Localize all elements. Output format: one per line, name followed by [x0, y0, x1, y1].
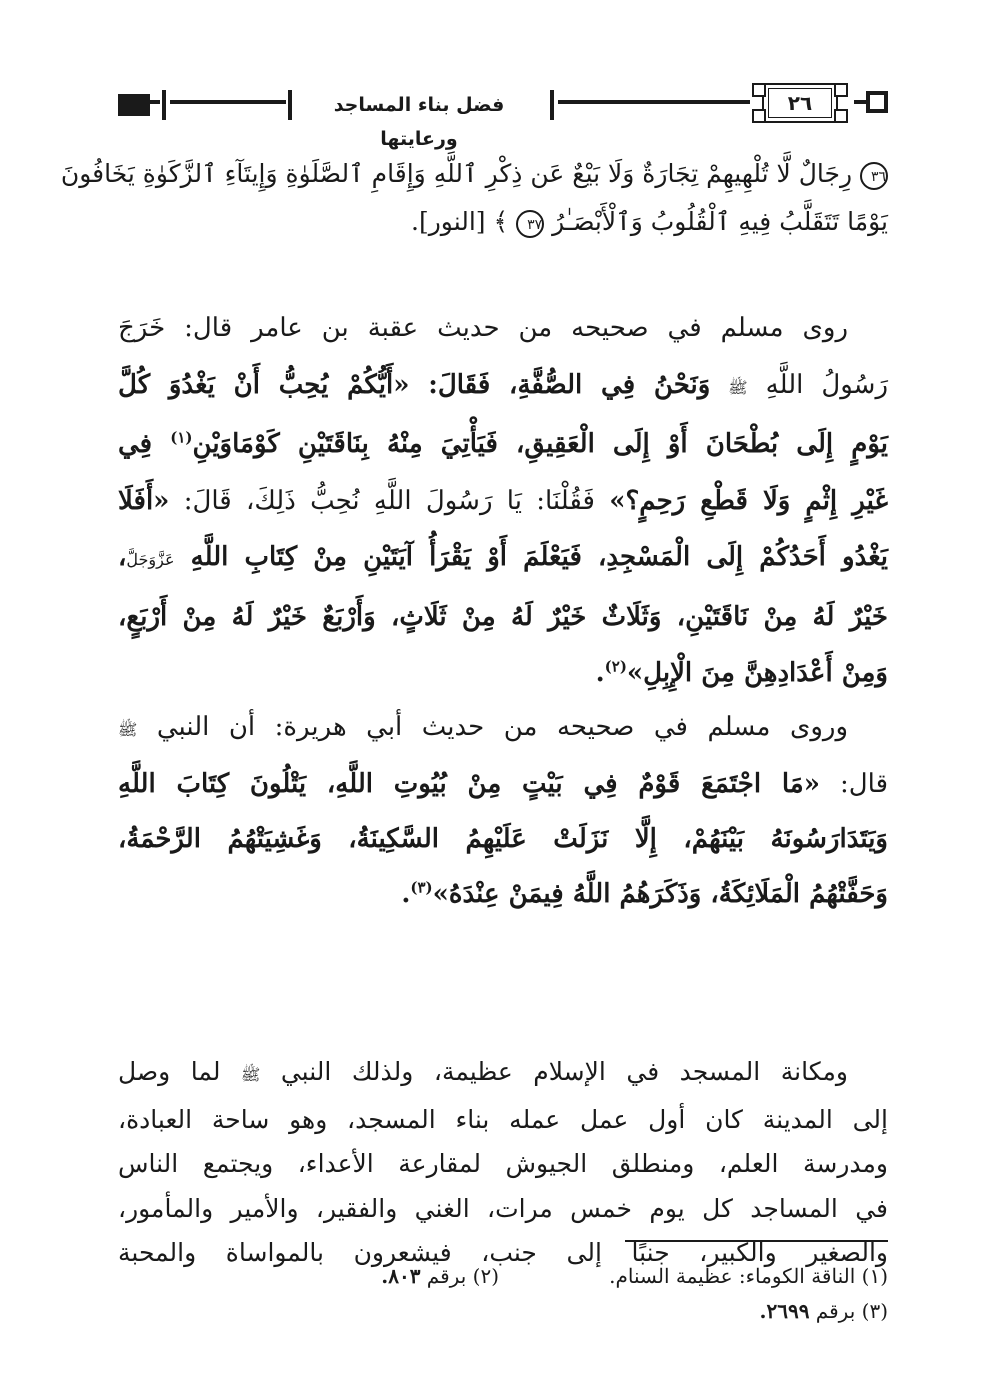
running-title: فضل بناء المساجد ورعايتها [294, 88, 544, 122]
hadith-paragraph-2 [118, 700, 888, 922]
paragraph-line: وَيَتَدَارَسُونَهُ بَيْنَهُمْ، إِلَّا نَزَلَتْ عَلَيْهِمُ السَّكِينَةُ، وَغَشِيَتْهُمُ الرَّحْمَةُ، [118, 824, 888, 854]
header-rule [170, 100, 286, 104]
ayah-number-marker: ٣٦ [860, 162, 888, 190]
header-divider [162, 90, 166, 120]
header-divider [550, 90, 554, 120]
honorific-glyph: عَزَّوَجَلَّ [126, 550, 175, 569]
ayah-number-marker: ٣٧ [516, 210, 544, 238]
paragraph-line: خَيْرٌ لَهُ مِنْ نَاقَتَيْنِ، وَثَلَاثٌ خَيْرٌ لَهُ مِنْ ثَلَاثٍ، وَأَرْبَعٌ خَيْرٌ لَهُ مِنْ أَرْبَعٍ، [118, 601, 888, 632]
paragraph-line: رَسُولُ اللَّهِ ﷺ وَنَحْنُ فِي الصُّفَّةِ، فَقَالَ: «أَيُّكُمْ يُحِبُّ أَنْ يَغْدُوَ كُلَّ [118, 369, 889, 400]
footnote-3: (٣) برقم ٢٦٩٩. [759, 1299, 888, 1323]
header-right-square [866, 91, 888, 113]
paragraph-line: ومدرسة العلم، ومنطلق الجيوش لمقارعة الأعداء، ويجتمع الناس [118, 1149, 888, 1178]
paragraph-line: وَمِنْ أَعْدَادِهِنَّ مِنَ الْإِبِلِ»$^{(٢)}$. [595, 657, 888, 688]
paragraph-line: روى مسلم في صحيحه من حديث عقبة بن عامر قال: خَرَجَ [118, 313, 848, 343]
verse-line: ٣٦ رِجَالٌ لَّا تُلْهِيهِمْ تِجَارَةٌ وَلَا بَيْعٌ عَن ذِكْرِ ٱللَّهِ وَإِقَامِ ٱلصَّلَوٰةِ وَإِيتَآءِ ٱلزَّكَوٰةِ يَخَافُونَ [60, 159, 886, 188]
header-rule [558, 100, 750, 104]
page-number-frame [748, 83, 852, 123]
footnote-ref: (٢) [604, 657, 627, 676]
footnote-1: (١) الناقة الكوماء: عظيمة السنام. [609, 1264, 888, 1288]
paragraph-line: ومكانة المسجد في الإسلام عظيمة، ولذلك النبي ﷺ لما وصل [118, 1057, 849, 1086]
footnote-ref: (٣) [410, 878, 433, 897]
page-number: ٢٦ [787, 91, 813, 115]
paragraph-line: يَوْمٍ إِلَى بُطْحَانَ أَوْ إِلَى الْعَقِيقِ، فَيَأْتِيَ مِنْهُ بِنَاقَتَيْنِ كَوْمَاوَيْنِ$^{(١)}$ فِي [118, 428, 888, 459]
footnote-ref: (١) [170, 428, 193, 447]
header-rule [150, 100, 160, 104]
footnote-2: (٢) برقم ٨٠٣. [381, 1264, 499, 1288]
paragraph-line: إلى المدينة كان أول عمل عمله بناء المسجد، وهو ساحة العبادة، [118, 1104, 888, 1134]
paragraph-line: قال: «مَا اجْتَمَعَ قَوْمٌ فِي بَيْتٍ مِنْ بُيُوتِ اللَّهِ، يَتْلُونَ كِتَابَ اللَّهِ [118, 769, 889, 799]
paragraph-line: وَحَفَّتْهُمُ الْمَلَائِكَةُ، وَذَكَرَهُمُ اللَّهُ فِيمَنْ عِنْدَهُ»$^{(٣)}$. [401, 878, 888, 909]
quran-verse [60, 150, 888, 246]
honorific-glyph: ﷺ [118, 720, 138, 739]
header-divider [288, 90, 292, 120]
page-header [118, 80, 888, 150]
paragraph-line: يَغْدُو أَحَدُكُمْ إِلَى الْمَسْجِدِ، فَيَعْلَمَ أَوْ يَقْرَأُ آيَتَيْنِ مِنْ كِتَابِ اللَّهِ عَزَّوَجَلَّ، [118, 542, 889, 572]
paragraph-line: والصغير والكبير، جنبًا إلى جنب، فيشعرون بالمواساة والمحبة [118, 1238, 888, 1267]
honorific-glyph: ﷺ [240, 1065, 261, 1084]
header-left-block [118, 94, 150, 116]
paragraph-line: في المساجد كل يوم خمس مرات، الغني والفقير، والأمير والمأمور، [118, 1193, 888, 1223]
verse-source: ﴾ [النور]. [411, 207, 509, 236]
paragraph-line: وروى مسلم في صحيحه من حديث أبي هريرة: أن النبي ﷺ [118, 712, 848, 742]
honorific-glyph: ﷺ [728, 377, 748, 397]
footnote-separator [625, 1240, 888, 1242]
verse-line: يَوْمًا تَتَقَلَّبُ فِيهِ ٱلْقُلُوبُ وَٱلْأَبْصَـٰرُ ٣٧ ﴾ [النور]. [411, 207, 888, 236]
hadith-paragraph-1 [118, 300, 888, 702]
paragraph-line: غَيْرِ إِثْمٍ وَلَا قَطْعِ رَحِمٍ؟» فَقُلْنَا: يَا رَسُولَ اللَّهِ نُحِبُّ ذَلِكَ، قَالَ: «أَفَلَا [118, 485, 889, 516]
